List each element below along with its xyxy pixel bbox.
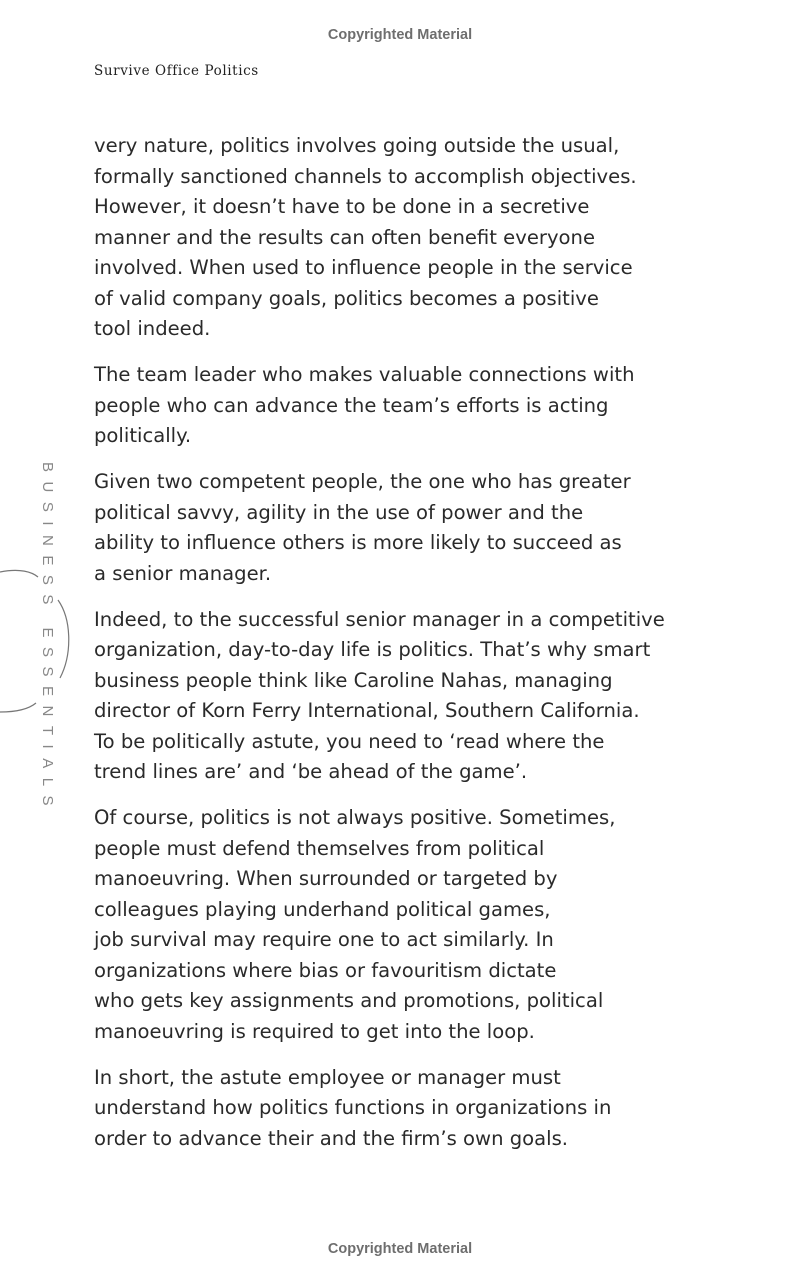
text-line: politically. bbox=[94, 424, 192, 447]
copyright-watermark-bottom: Copyrighted Material bbox=[327, 1241, 473, 1257]
text-line: order to advance their and the firm’s own goals. bbox=[94, 1126, 569, 1150]
decorative-arc bbox=[0, 560, 80, 720]
text-line: manoeuvring is required to get into the loop. bbox=[94, 1019, 535, 1043]
paragraph bbox=[94, 605, 714, 788]
paragraph bbox=[94, 360, 714, 452]
text-line: However, it doesn’t have to be done in a secretive bbox=[94, 195, 590, 218]
text-line: understand how politics functions in organizations in bbox=[94, 1096, 612, 1119]
text-line: In short, the astute employee or manager must bbox=[94, 1065, 561, 1089]
text-line: organizations where bias or favouritism dictate bbox=[94, 958, 557, 982]
text-line: trend lines are’ and ‘be ahead of the game’. bbox=[94, 760, 528, 783]
side-label-text: BUSINESS ESSENTIALS bbox=[39, 462, 56, 816]
body-text bbox=[94, 131, 714, 1170]
text-line: Indeed, to the successful senior manager in a competitive bbox=[94, 607, 665, 631]
text-line: manner and the results can often benefit everyone bbox=[94, 225, 595, 249]
text-line: formally sanctioned channels to accomplish objectives. bbox=[94, 164, 637, 188]
text-line: colleagues playing underhand political games, bbox=[94, 897, 551, 921]
text-line: job survival may require one to act similarly. In bbox=[94, 928, 554, 951]
text-line: very nature, politics involves going outside the usual, bbox=[94, 134, 620, 157]
text-line: To be politically astute, you need to ‘read where the bbox=[94, 729, 605, 753]
text-line: Of course, politics is not always positive. Sometimes, bbox=[94, 806, 616, 829]
text-line: who gets key assignments and promotions, political bbox=[94, 989, 604, 1012]
copyright-watermark-top: Copyrighted Material bbox=[327, 27, 473, 43]
text-line: ability to influence others is more likely to succeed as bbox=[94, 531, 622, 554]
text-line: The team leader who makes valuable connections with bbox=[94, 363, 635, 386]
paragraph bbox=[94, 131, 714, 345]
text-line: people must defend themselves from political bbox=[94, 836, 545, 860]
text-line: a senior manager. bbox=[94, 561, 272, 585]
text-line: tool indeed. bbox=[94, 317, 211, 340]
running-head: Survive Office Politics bbox=[94, 63, 259, 79]
text-line: political savvy, agility in the use of power and the bbox=[94, 500, 584, 524]
paragraph bbox=[94, 467, 714, 589]
text-line: organization, day-to-day life is politics. That’s why smart bbox=[94, 638, 651, 661]
text-line: director of Korn Ferry International, Southern California. bbox=[94, 699, 640, 722]
text-line: involved. When used to influence people in the service bbox=[94, 256, 633, 279]
paragraph bbox=[94, 803, 714, 1047]
paragraph bbox=[94, 1063, 714, 1155]
text-line: people who can advance the team’s efforts is acting bbox=[94, 393, 609, 417]
text-line: of valid company goals, politics becomes a positive bbox=[94, 286, 599, 310]
text-line: manoeuvring. When surrounded or targeted by bbox=[94, 867, 558, 890]
text-line: business people think like Caroline Nahas, managing bbox=[94, 668, 613, 692]
text-line: Given two competent people, the one who has greater bbox=[94, 470, 631, 493]
